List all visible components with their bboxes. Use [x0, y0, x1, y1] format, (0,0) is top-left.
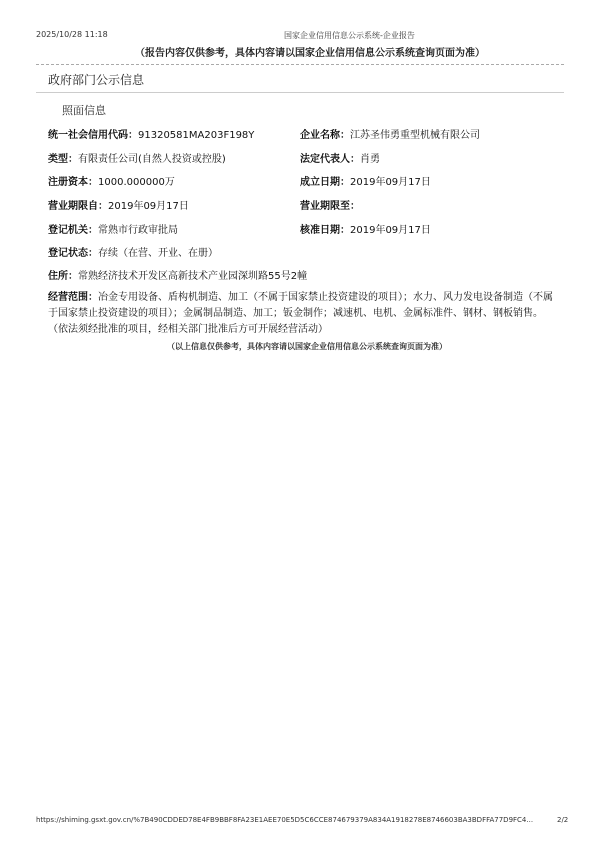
field-value: 肖勇: [360, 154, 380, 165]
field-label: 登记机关：: [48, 225, 98, 236]
field-label: 企业名称：: [300, 130, 350, 141]
field-value: 存续（在营、开业、在册）: [98, 248, 218, 259]
field-label: 住所：: [48, 271, 78, 282]
subsection-title: 照面信息: [62, 104, 106, 117]
field-credit-code: [48, 126, 254, 141]
field-registration-authority: [48, 221, 178, 236]
field-approval-date: [300, 221, 431, 236]
field-label: 经营范围：: [48, 292, 98, 303]
field-label: 登记状态：: [48, 248, 98, 259]
field-address: [48, 267, 307, 282]
section-header-bar: [36, 64, 564, 93]
field-registered-capital: [48, 173, 175, 188]
field-established-date: [300, 173, 431, 188]
field-value: 2019年09月17日: [350, 225, 431, 236]
field-label: 成立日期：: [300, 177, 350, 188]
field-value: 江苏圣伟勇重型机械有限公司: [350, 130, 480, 141]
field-term-to: [300, 197, 360, 212]
field-label: 法定代表人：: [300, 154, 360, 165]
field-business-scope: [48, 290, 554, 338]
section-title: 政府部门公示信息: [48, 73, 145, 87]
field-label: 统一社会信用代码：: [48, 130, 138, 141]
field-type: [48, 150, 226, 165]
field-value: 常熟市行政审批局: [98, 225, 178, 236]
footer-url: https://shiming.gsxt.gov.cn/%7B490CDDED78E4FB9BBF8FA23E1AEE70E5D5C6CCE874679379A834A1918278E8746603BA3BDFFA77D9FC4...: [36, 816, 534, 824]
field-label: 核准日期：: [300, 225, 350, 236]
field-label: 注册资本：: [48, 177, 98, 188]
print-datetime: 2025/10/28 11:18: [36, 30, 108, 39]
field-value: 有限责任公司(自然人投资或控股): [78, 154, 226, 165]
field-value: 2019年09月17日: [108, 201, 189, 212]
report-notice: （报告内容仅供参考，具体内容请以国家企业信用信息公示系统查询页面为准）: [135, 48, 485, 59]
field-registration-status: [48, 244, 218, 259]
field-label: 类型：: [48, 154, 78, 165]
field-company-name: [300, 126, 480, 141]
field-value: 91320581MA203F198Y: [138, 130, 255, 141]
field-legal-representative: [300, 150, 380, 165]
field-value: 1000.000000万: [98, 177, 175, 188]
field-value: 常熟经济技术开发区高新技术产业园深圳路55号2幢: [78, 271, 308, 282]
field-label: 营业期限至：: [300, 201, 360, 212]
field-term-from: [48, 197, 189, 212]
print-page-title: 国家企业信用信息公示系统-企业报告: [284, 31, 415, 40]
field-value: 冶金专用设备、盾构机制造、加工（不属于国家禁止投资建设的项目）；水力、风力发电设备制造（不属于国家禁止投资建设的项目）；金属制品制造、加工；钣金制作；减速机、电机、金属标准件、钢材、钢板销售。（依法须经批准的项目，经相关部门批准后方可开展经营活动）: [48, 292, 553, 335]
bottom-notice: （以上信息仅供参考，具体内容请以国家企业信用信息公示系统查询页面为准）: [167, 342, 447, 351]
field-value: 2019年09月17日: [350, 177, 431, 188]
field-label: 营业期限自：: [48, 201, 108, 212]
page-number: 2/2: [557, 816, 569, 824]
